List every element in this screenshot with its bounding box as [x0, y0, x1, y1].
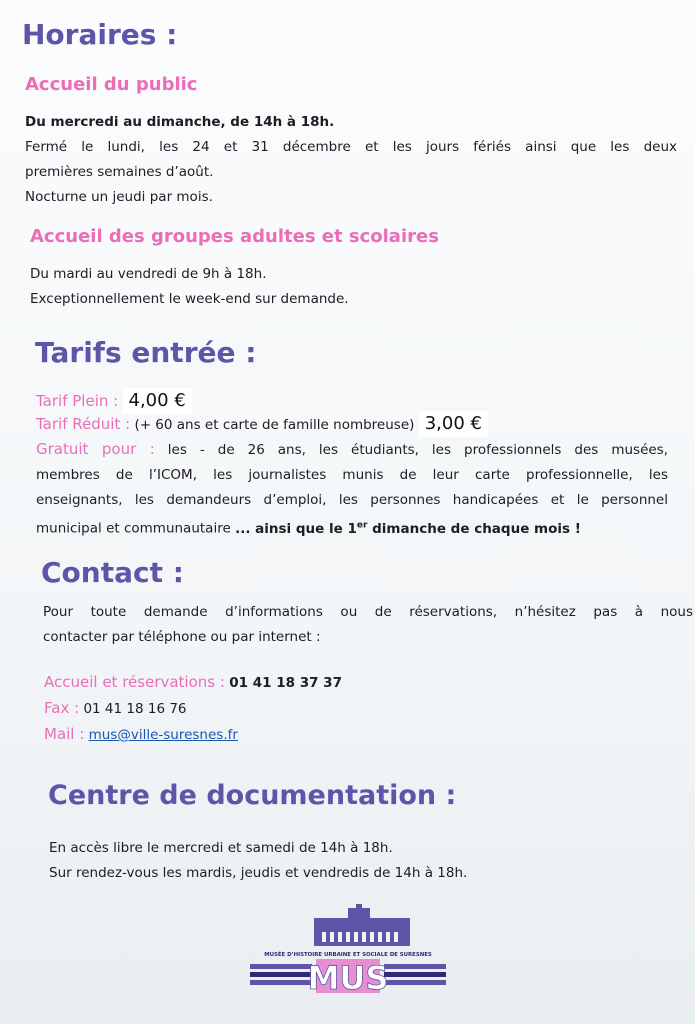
gratuit-text-1: les - de 26 ans, les étudiants, les professionnels des musées,: [167, 442, 669, 458]
contact-mail-row: [44, 722, 644, 748]
tarif-reduit-label: Tarif Réduit :: [36, 415, 131, 433]
gratuit-block: [36, 437, 668, 542]
mail-label: Mail :: [44, 725, 85, 743]
tarif-reduit-note: (+ 60 ans et carte de famille nombreuse): [134, 417, 415, 433]
mail-link[interactable]: mus@ville-suresnes.fr: [88, 727, 238, 743]
accueil-public-heading: Accueil du public: [25, 74, 198, 95]
accueil-reservations-label: Accueil et réservations :: [44, 673, 225, 691]
documentation-text: [49, 836, 669, 886]
logo-caption: MUSÉE D’HISTOIRE URBAINE ET SOCIALE DE SURESNES: [264, 952, 432, 958]
tarif-plein-label: Tarif Plein :: [36, 392, 119, 410]
public-hours-line: Du mercredi au dimanche, de 14h à 18h.: [25, 114, 335, 130]
accueil-public-text: [25, 110, 677, 210]
gratuit-line-2: membres de l’ICOM, les journalistes munis de leur carte professionnelle, les: [36, 467, 668, 483]
gratuit-line-3: enseignants, les demandeurs d’emploi, les personnes handicapées et le personnel: [36, 492, 668, 508]
fax-label: Fax :: [44, 699, 80, 717]
gratuit-label: Gratuit pour :: [36, 440, 155, 458]
tarif-reduit-row: [36, 411, 676, 438]
tarifs-title: Tarifs entrée :: [35, 336, 257, 369]
accueil-groupes-heading: Accueil des groupes adultes et scolaires: [30, 226, 439, 247]
fax-number: 01 41 18 16 76: [83, 701, 187, 717]
gratuit-bold-end: dimanche de chaque mois !: [372, 520, 581, 537]
documentation-title: Centre de documentation :: [48, 780, 457, 811]
contact-title: Contact :: [41, 556, 184, 589]
horaires-title: Horaires :: [22, 18, 178, 51]
contact-accueil-row: [44, 670, 644, 696]
gratuit-line-4: [36, 513, 668, 542]
public-closed-line-2: premières semaines d’août.: [25, 164, 214, 180]
contact-fax-row: [44, 696, 644, 722]
gratuit-bold-text: ... ainsi que le 1: [235, 520, 357, 537]
museum-building-icon: [314, 904, 410, 946]
groupes-weekend-line: Exceptionnellement le week-end sur demande.: [30, 291, 349, 307]
tarif-plein-price: 4,00 €: [123, 388, 192, 414]
accueil-phone[interactable]: 01 41 18 37 37: [229, 675, 342, 691]
contact-intro-line-2: contacter par téléphone ou par internet :: [43, 629, 321, 645]
groupes-hours-line: Du mardi au vendredi de 9h à 18h.: [30, 266, 267, 282]
gratuit-sup: er: [356, 520, 368, 530]
documentation-line-1: En accès libre le mercredi et samedi de 14h à 18h.: [49, 840, 393, 856]
contact-details: [44, 670, 644, 748]
logo-wordmark: MUS: [307, 959, 389, 997]
museum-logo: [248, 902, 448, 998]
public-closed-line: Fermé le lundi, les 24 et 31 décembre et les jours fériés ainsi que les deux: [25, 139, 677, 155]
accueil-groupes-text: [30, 262, 670, 312]
contact-intro-line-1: Pour toute demande d’informations ou de réservations, n’hésitez pas à nous: [43, 604, 693, 620]
gratuit-first-sunday: [235, 521, 581, 537]
gratuit-line-1: [36, 437, 668, 463]
documentation-line-2: Sur rendez-vous les mardis, jeudis et vendredis de 14h à 18h.: [49, 865, 468, 881]
contact-intro: [43, 600, 693, 650]
gratuit-text-4: municipal et communautaire: [36, 520, 231, 537]
tarif-reduit-price: 3,00 €: [419, 411, 488, 437]
public-nocturne-line: Nocturne un jeudi par mois.: [25, 189, 213, 205]
tarifs-block: [36, 388, 676, 438]
